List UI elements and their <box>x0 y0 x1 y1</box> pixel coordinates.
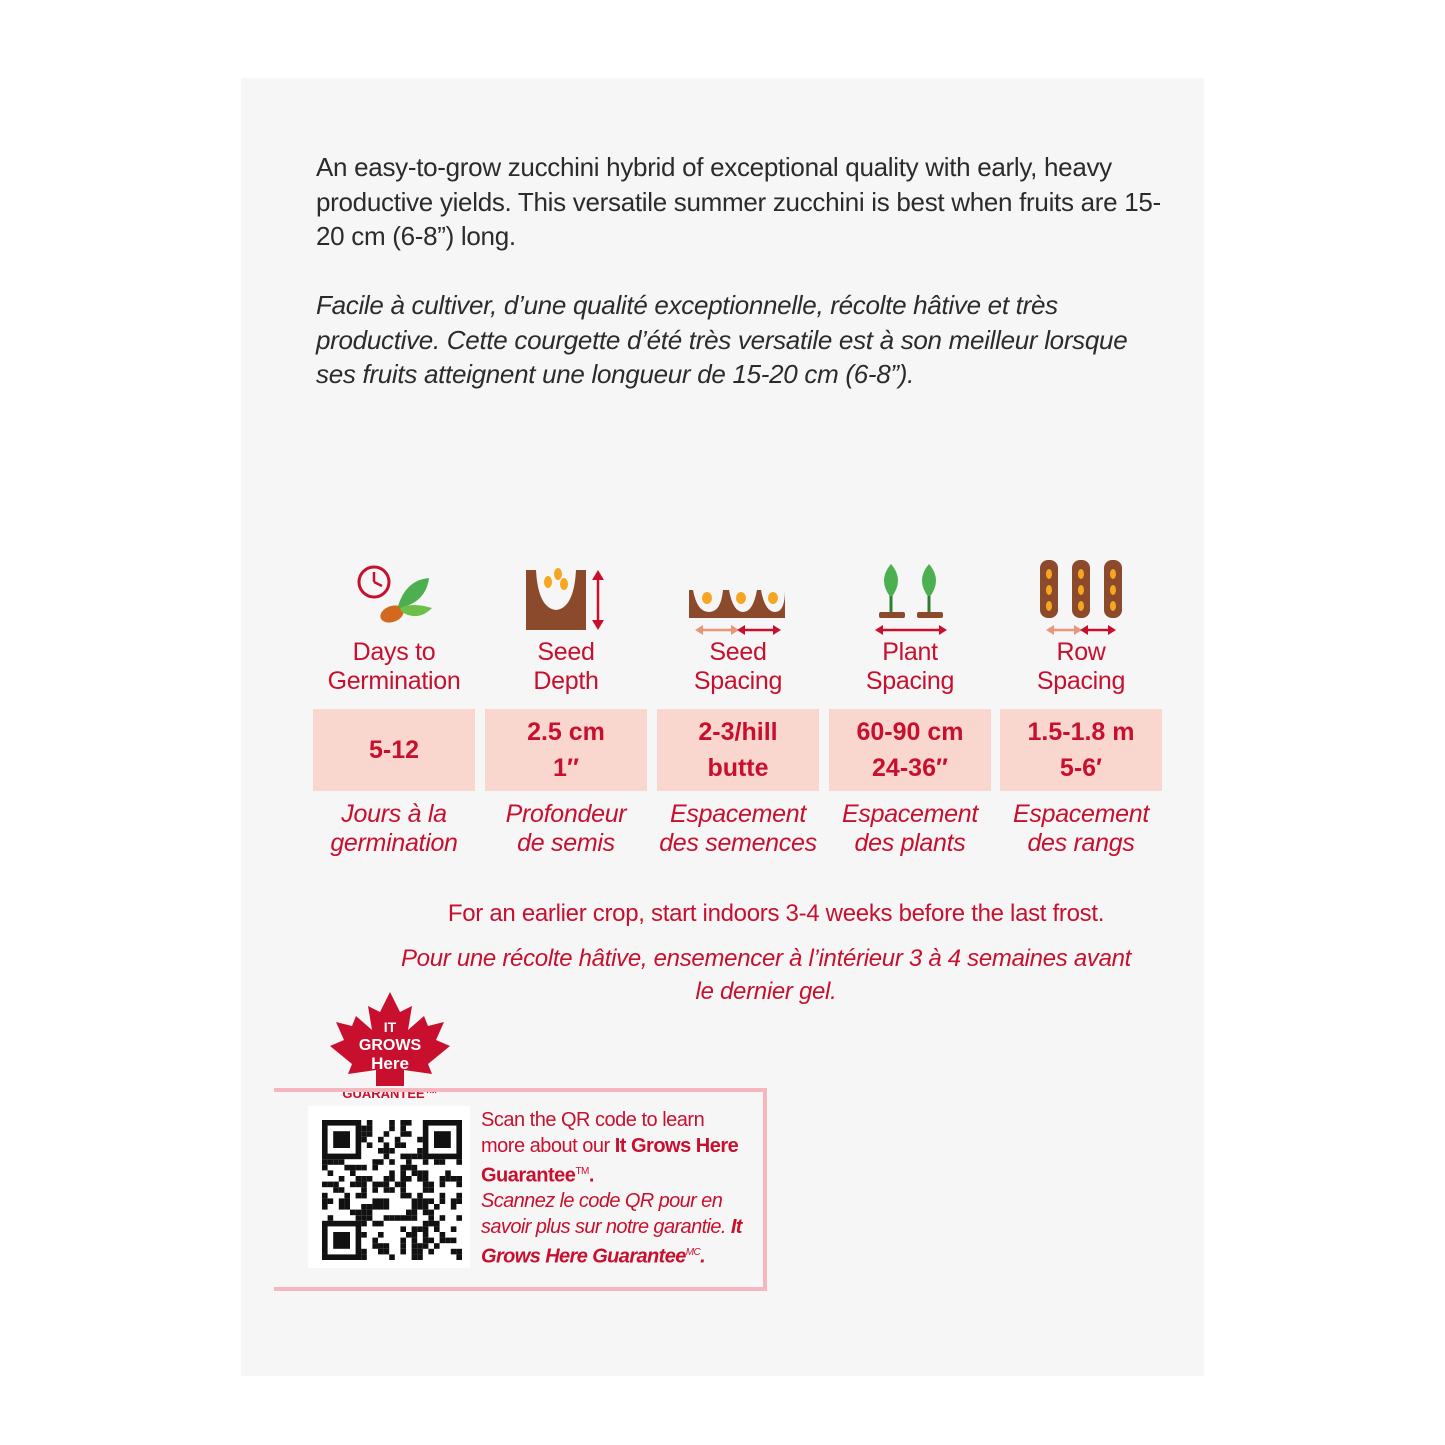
spec-value: 1.5-1.8 m 5-6′ <box>1027 718 1135 782</box>
description-french: Facile à cultiver, d’une qualité exceptionnelle, récolte hâtive et très productive. Cette courgette d’été très versatile est à son meilleur lorsque ses fruits atteignent une longueur de 15-20 cm (6-8”). <box>316 290 1128 389</box>
qr-text-french <box>481 1189 751 1270</box>
qr-text-en-tm: TM <box>575 1166 589 1177</box>
label-french: Espacement des plants <box>842 800 978 857</box>
maple-leaf-guarantee-badge <box>324 990 456 1102</box>
value-box <box>313 709 475 791</box>
qr-text-fr-suffix: . <box>700 1245 706 1268</box>
spec-value: 2-3/hill butte <box>698 718 778 782</box>
qr-code-icon <box>308 1106 470 1268</box>
seed-depth-icon <box>485 560 647 640</box>
clock-seed-leaf-icon <box>313 560 475 640</box>
value-box <box>657 709 819 791</box>
spec-value: 5-12 <box>368 736 420 764</box>
badge-line-4: GUARANTEE™ <box>342 1086 438 1101</box>
spec-value: 60-90 cm 24-36″ <box>856 718 964 782</box>
tip-french: Pour une récolte hâtive, ensemencer à l’intérieur 3 à 4 semaines avant le dernier gel. <box>400 945 1132 1005</box>
qr-text-en-brand: It Grows Here Guarantee <box>481 1134 739 1187</box>
qr-code[interactable] <box>308 1106 470 1268</box>
label-french: Profondeur de semis <box>505 800 627 857</box>
label-english: Seed Depth <box>533 638 599 695</box>
qr-text-en-prefix: Scan the QR code to learn more about our <box>481 1109 705 1157</box>
badge-line-2: GROWS <box>358 1037 422 1054</box>
tip-english: For an earlier crop, start indoors 3-4 weeks before the last frost. <box>447 900 1105 927</box>
plant-spacing-icon <box>829 560 991 640</box>
seed-spacing-icon <box>657 560 819 640</box>
qr-text-fr-brand: It Grows Here Guarantee <box>481 1215 742 1268</box>
label-french: Jours à la germination <box>330 800 458 857</box>
qr-text-fr-prefix: Scannez le code QR pour en savoir plus sur notre garantie. <box>481 1190 731 1238</box>
row-spacing-icon <box>1000 560 1162 640</box>
description-english: An easy-to-grow zucchini hybrid of exceptional quality with early, heavy productive yields. This versatile summer zucchini is best when fruits are 15-20 cm (6-8”) long. <box>316 152 1161 251</box>
qr-text-fr-mc: MC <box>685 1247 701 1259</box>
label-english: Seed Spacing <box>693 638 783 695</box>
value-box <box>485 709 647 791</box>
qr-text-en-suffix: . <box>588 1164 594 1187</box>
value-box <box>1000 709 1162 791</box>
qr-description <box>481 1108 751 1270</box>
label-english: Plant Spacing <box>865 638 955 695</box>
label-french: Espacement des semences <box>659 800 817 857</box>
spec-value: 2.5 cm 1″ <box>527 718 605 782</box>
label-english: Days to Germination <box>327 638 461 695</box>
label-french: Espacement des rangs <box>1013 800 1149 857</box>
label-english: Row Spacing <box>1036 638 1126 695</box>
badge-line-3: Here <box>371 1054 409 1073</box>
badge-line-1: IT <box>383 1019 397 1035</box>
value-box <box>829 709 991 791</box>
